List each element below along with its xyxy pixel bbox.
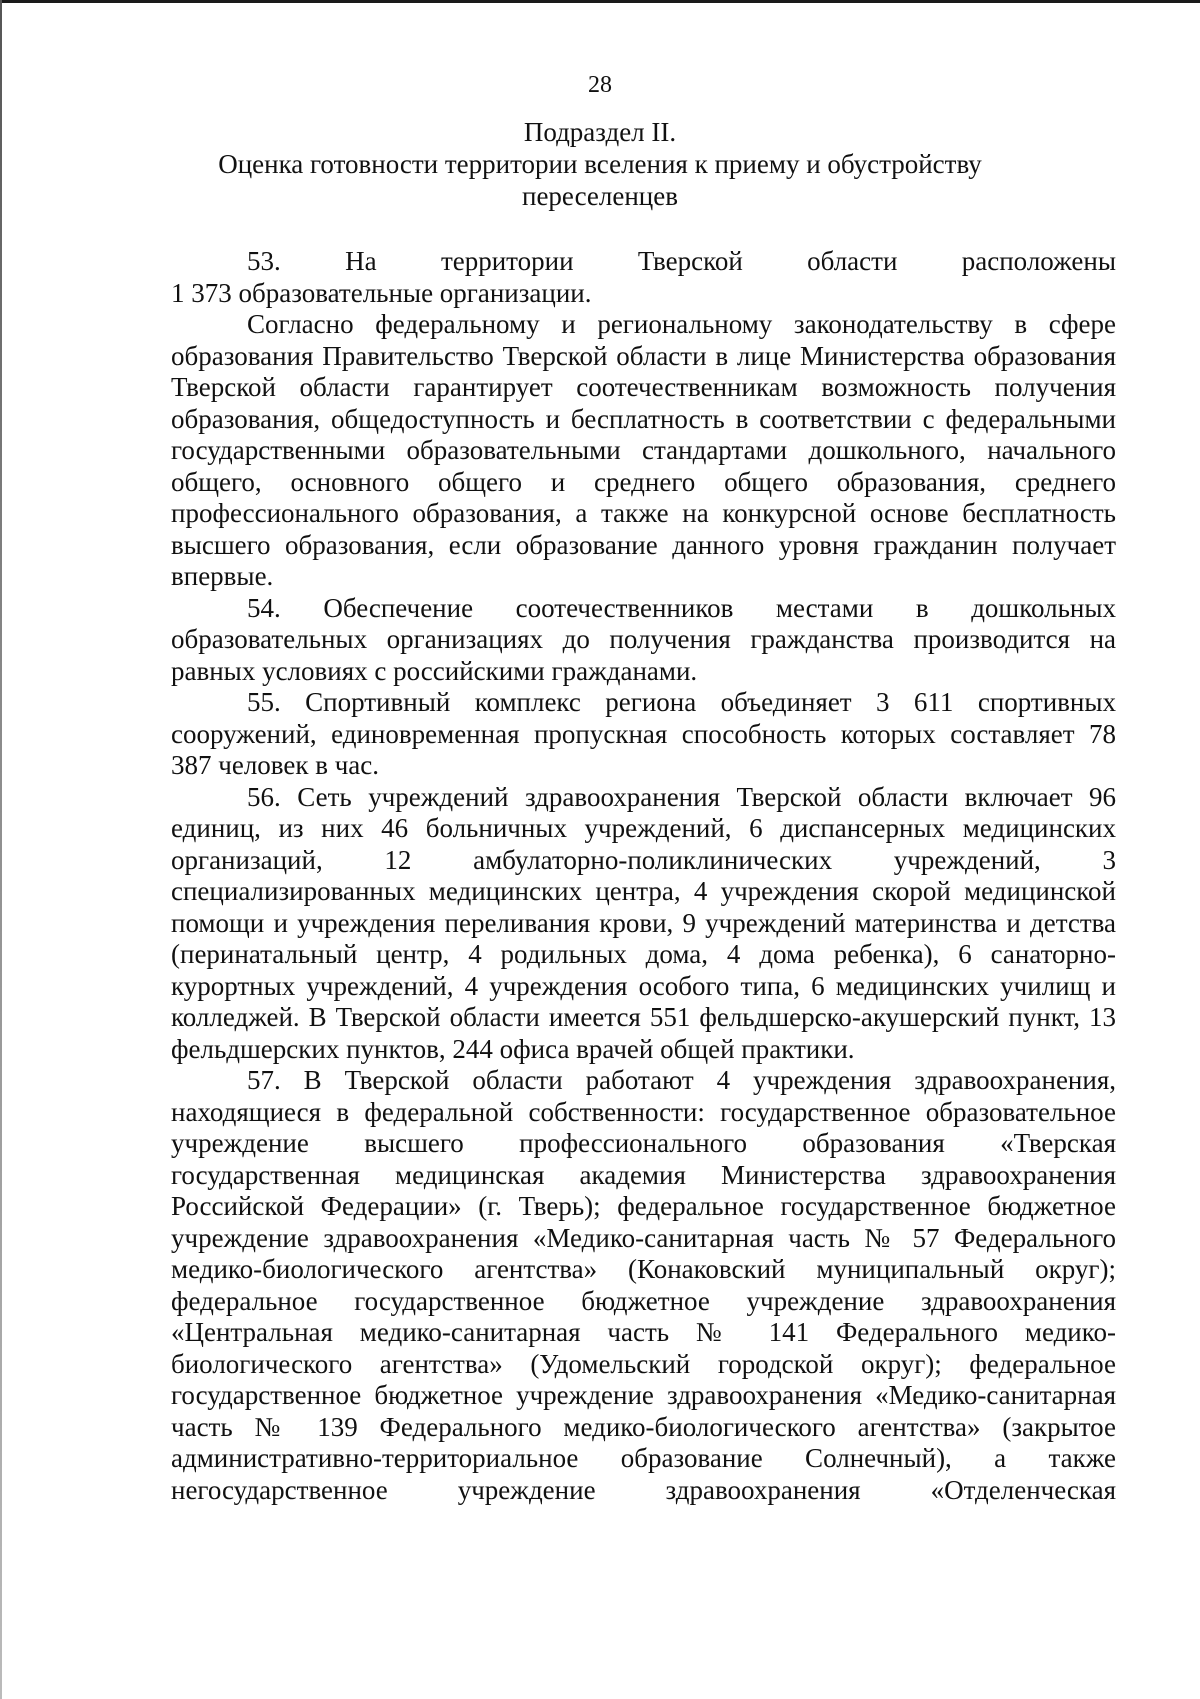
paragraph-54: 54. Обеспечение соотечественников местами в дошкольных образовательных организациях до получения гражданства производится на равных условиях с российскими гражданами.	[171, 592, 1116, 686]
paragraph-53-line2: 1 373 образовательные организации.	[171, 277, 592, 308]
paragraph-57: 57. В Тверской области работают 4 учреждения здравоохранения, находящиеся в федеральной собственности: государственное образовательное учреждение высшего профессионального образования «Тверская государственная медицинская академия Министерства здравоохранения Российской Федерации» (г. Тверь); федеральное государственное бюджетное учреждение здравоохранения «Медико-санитарная часть № 57 Федерального медико-биологического агентства» (Конаковский муниципальный округ); федеральное государственное бюджетное учреждение здравоохранения «Центральная медико-санитарная часть № 141 Федерального медико-биологического агентства» (Удомельский городской округ); федеральное государственное бюджетное учреждение здравоохранения «Медико-санитарная часть № 139 Федерального медико-биологического агентства» (закрытое административно-территориальное образование Солнечный), а также негосударственное учреждение здравоохранения «Отделенческая	[171, 1065, 1116, 1505]
document-body	[171, 246, 1116, 1506]
section-title-line2: переселенцев	[522, 181, 678, 211]
paragraph-53-line1: 53. На территории Тверской области расположены	[247, 246, 1116, 276]
paragraph-55: 55. Спортивный комплекс региона объединяет 3 611 спортивных сооружений, единовременная пропускная способность которых составляет 78 387 человек в час.	[171, 687, 1116, 780]
subsection-heading: Подраздел II.	[523, 117, 677, 147]
paragraph-56: 56. Сеть учреждений здравоохранения Тверской области включает 96 единиц, из них 46 больничных учреждений, 6 диспансерных медицинских организаций, 12 амбулаторно-поликлинических учреждений, 3 специализированных медицинских центра, 4 учреждения скорой медицинской помощи и учреждения переливания крови, 9 учреждений материнства и детства (перинатальный центр, 4 родильных дома, 4 дома ребенка), 6 санаторно-курортных учреждений, 4 учреждения особого типа, 6 медицинских училищ и колледжей. В Тверской области имеется 551 фельдшерско-акушерский пункт, 13 фельдшерских пунктов, 244 офиса врачей общей практики.	[171, 781, 1116, 1064]
scan-left-edge	[0, 0, 2, 1699]
paragraph-education-law: Согласно федеральному и региональному законодательству в сфере образования Правительство Тверской области в лице Министерства образования Тверской области гарантирует соотечественникам возможность получения образования, общедоступность и бесплатность в соответствии с федеральными государственными образовательными стандартами дошкольного, начального общего, основного общего и среднего общего образования, среднего профессионального образования, а также на конкурсной основе бесплатность высшего образования, если образование данного уровня гражданин получает впервые.	[171, 309, 1116, 591]
page-number: 28	[588, 72, 612, 98]
section-title-line1: Оценка готовности территории вселения к приему и обустройству	[218, 149, 982, 179]
scan-top-edge	[0, 0, 1200, 3]
